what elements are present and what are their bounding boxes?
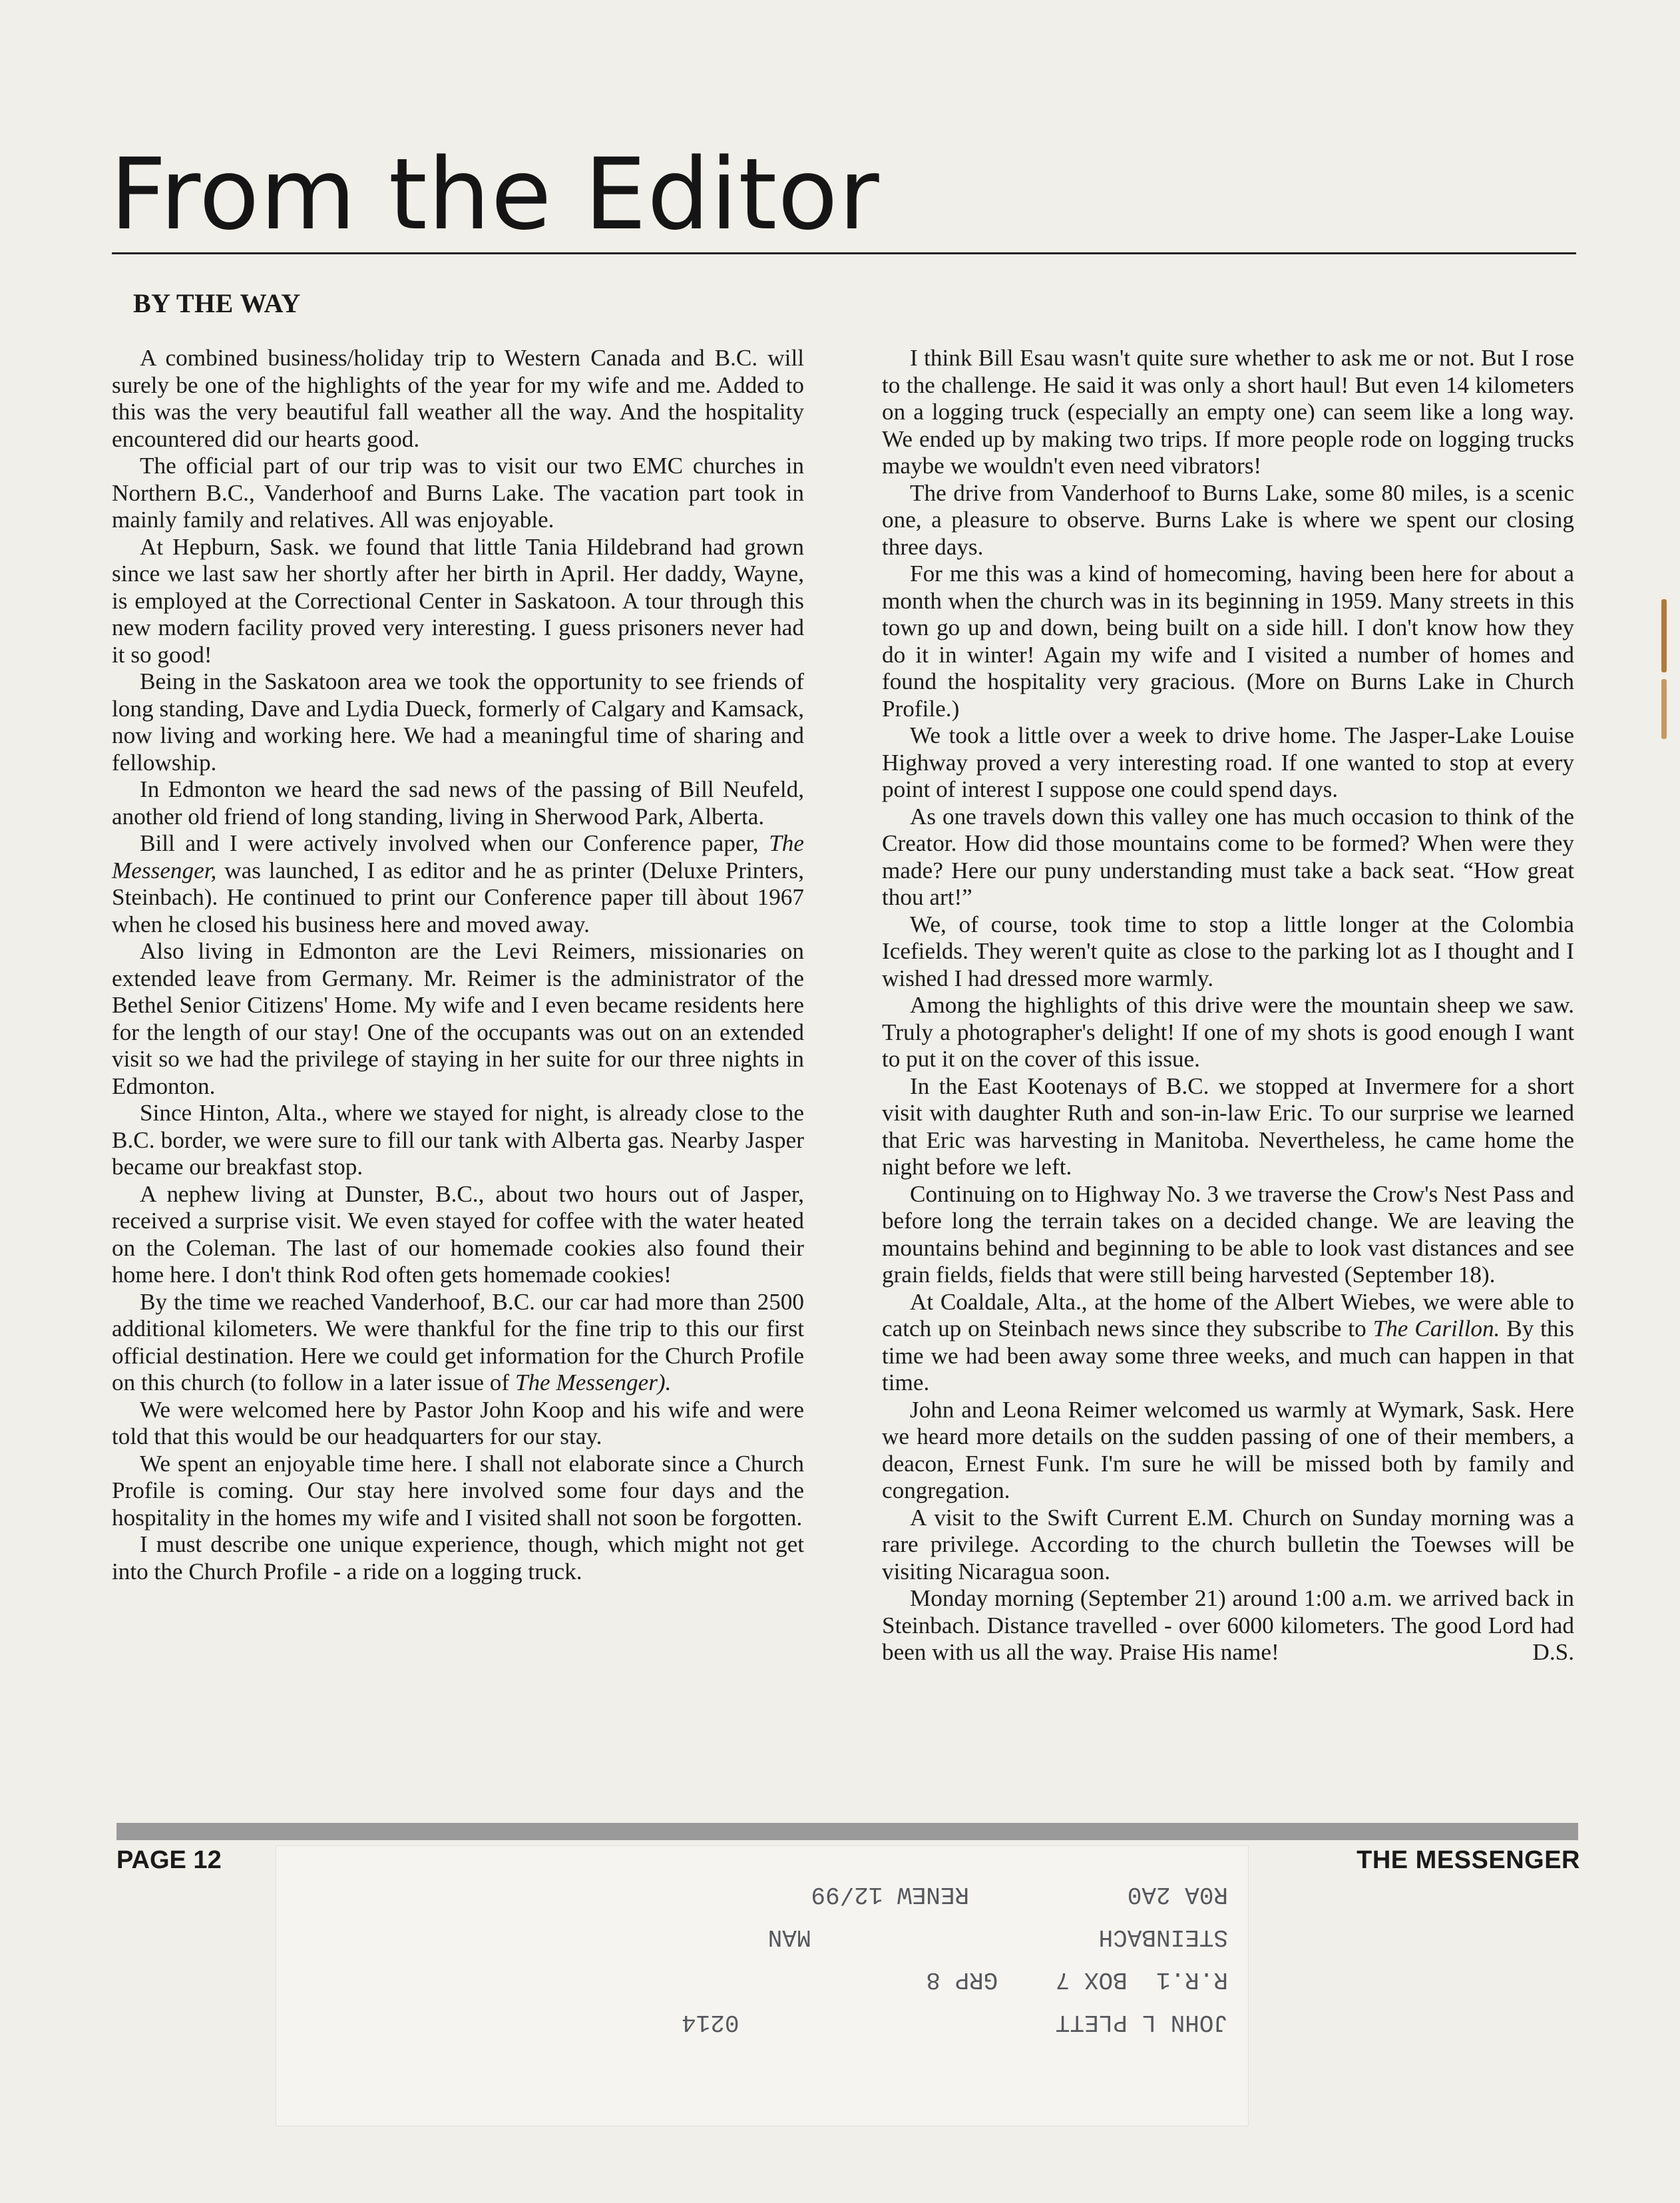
paragraph: A combined business/holiday trip to Western Canada and B.C. will surely be one of the highlights of the year for my wife and me. Added to this was the very beautiful fall weather all the way. And the hospitality encountered did our hearts good. (112, 345, 804, 452)
paragraph: Among the highlights of this drive were the mountain sheep we saw. Truly a photographer's delight! If one of my shots is good enough I want to put it on the cover of this issue. (882, 992, 1574, 1072)
text-run: By this time we had been away some three weeks, and much can happen in that time. (882, 1316, 1574, 1395)
margin-stain (1661, 599, 1667, 672)
paragraph: Being in the Saskatoon area we took the opportunity to see friends of long standing, Dave and Lydia Dueck, formerly of Calgary and Kamsack, now living and working here. We had a meaningful time of sharing and fellowship. (112, 668, 804, 776)
section-heading: BY THE WAY (133, 288, 301, 318)
paragraph: At Hepburn, Sask. we found that little Tania Hildebrand had grown since we last saw her shortly after her birth in April. Her daddy, Wayne, is employed at the Correctional Center in Saskatoon. A tour through this new modern facility proved very interesting. I guess prisoners never had it so good! (112, 533, 804, 668)
magazine-name: THE MESSENGER (1357, 1846, 1580, 1874)
paragraph: Also living in Edmonton are the Levi Reimers, missionaries on extended leave from Germany. Mr. Reimer is the administrator of the Bethel Senior Citizens' Home. My wife and I even became residents here for the length of our stay! One of the occupants was out on an extended visit so we had the privilege of staying in her suite for our three nights in Edmonton. (112, 938, 804, 1099)
paragraph: We spent an enjoyable time here. I shall not elaborate since a Church Profile is coming. Our stay here involved some four days and the hospitality in the homes my wife and I visited shall not soon be forgotten. (112, 1450, 804, 1531)
label-line: R0A 2A0 RENEW 12/99 (811, 1881, 1228, 1908)
paragraph (882, 1289, 1574, 1397)
paragraph: Since Hinton, Alta., where we stayed for night, is already close to the B.C. border, we were sure to fill our tank with Alberta gas. Nearby Jasper became our breakfast stop. (112, 1100, 804, 1180)
publication-title: The Carillon. (1372, 1316, 1500, 1342)
paragraph: A nephew living at Dunster, B.C., about two hours out of Jasper, received a surprise visit. We even stayed for coffee with the water heated on the Coleman. The last of our homemade cookies also found their home here. I don't think Rod often gets homemade cookies! (112, 1180, 804, 1288)
paragraph: I think Bill Esau wasn't quite sure whether to ask me or not. But I rose to the challenge. He said it was only a short haul! But even 14 kilometers on a logging truck (especially an empty one) can seem like a long way. We ended up by making two trips. If more people rode on logging trucks maybe we wouldn't even need vibrators! (882, 345, 1574, 479)
page-number: PAGE 12 (116, 1846, 222, 1874)
paragraph: I must describe one unique experience, though, which might not get into the Church Profile - a ride on a logging truck. (112, 1531, 804, 1585)
paragraph: We were welcomed here by Pastor John Koop and his wife and were told that this would be our headquarters for our stay. (112, 1396, 804, 1449)
publication-title: The Messenger). (515, 1369, 672, 1395)
paragraph: A visit to the Swift Current E.M. Church on Sunday morning was a rare privilege. According to the church bulletin the Toewses will be visiting Nicaragua soon. (882, 1504, 1574, 1585)
text-run: Bill and I were actively involved when our Conference paper, (140, 830, 769, 856)
author-signature: D.S. (1532, 1639, 1574, 1665)
paragraph: As one travels down this valley one has much occasion to think of the Creator. How did those mountains come to be formed? When were they made? Here our puny understanding must take a back seat. “How great thou art!” (882, 803, 1574, 910)
title-rule (112, 252, 1576, 254)
paragraph: For me this was a kind of homecoming, having been here for about a month when the church was in its beginning in 1959. Many streets in this town go up and down, being built on a side hill. I don't know how they do it in winter! Again my wife and I visited a number of homes and found the hospitality very gracious. (More on Burns Lake in Church Profile.) (882, 561, 1574, 722)
label-line: STEINBACH MAN (767, 1923, 1228, 1951)
paragraph: We, of course, took time to stop a little longer at the Colombia Icefields. They weren't quite as close to the parking lot as I thought and I wished I had dressed more warmly. (882, 911, 1574, 991)
page-title: From the Editor (110, 137, 880, 252)
paragraph: The drive from Vanderhoof to Burns Lake, some 80 miles, is a scenic one, a pleasure to observe. Burns Lake is where we spent our closing three days. (882, 479, 1574, 560)
margin-stain (1661, 679, 1667, 739)
footer-bar (116, 1823, 1578, 1840)
article-column-left (112, 345, 804, 1585)
mailing-label (276, 1845, 1249, 2126)
paragraph (112, 1289, 804, 1397)
label-line: JOHN L PLETT 0214 (682, 2009, 1228, 2036)
paragraph: The official part of our trip was to visit our two EMC churches in Northern B.C., Vanderhoof and Burns Lake. The vacation part took in mainly family and relatives. All was enjoyable. (112, 453, 804, 533)
publication-title: The Messenger, (112, 830, 804, 883)
mailing-label-text (296, 1873, 1228, 2043)
text-run: was launched, I as editor and he as printer (Deluxe Printers, Steinbach). He continued to print our Conference paper till àbout 1967 when he closed his business here and moved away. (112, 857, 804, 937)
paragraph: John and Leona Reimer welcomed us warmly at Wymark, Sask. Here we heard more details on the sudden passing of one of their members, a deacon, Ernest Funk. I'm sure he will be missed both by family and congregation. (882, 1396, 1574, 1503)
paragraph: Continuing on to Highway No. 3 we traverse the Crow's Nest Pass and before long the terrain takes on a decided change. We are leaving the mountains behind and beginning to be able to look vast distances and see grain fields, fields that were still being harvested (September 18). (882, 1180, 1574, 1288)
text-run: By the time we reached Vanderhoof, B.C. our car had more than 2500 additional kilometers. We were thankful for the fine trip to this our first official destination. Here we could get information for the Church Profile on this church (to follow in a later issue of (112, 1288, 804, 1395)
paragraph: Monday morning (September 21) around 1:00 a.m. we arrived back in Steinbach. Distance travelled - over 6000 kilometers. The good Lord had been with us all the way. Praise His name! (882, 1585, 1574, 1665)
paragraph (112, 830, 804, 938)
paragraph: In the East Kootenays of B.C. we stopped at Invermere for a short visit with daughter Ruth and son-in-law Eric. To our surprise we learned that Eric was harvesting in Manitoba. Nevertheless, he came home the night before we left. (882, 1073, 1574, 1180)
paragraph: In Edmonton we heard the sad news of the passing of Bill Neufeld, another old friend of long standing, living in Sherwood Park, Alberta. (112, 776, 804, 830)
text-run: At Coaldale, Alta., at the home of the Albert Wiebes, we were able to catch up on Steinbach news since they subscribe to (882, 1288, 1574, 1342)
paragraph: We took a little over a week to drive home. The Jasper-Lake Louise Highway proved a very interesting road. If one wanted to stop at every point of interest I suppose one could spend days. (882, 722, 1574, 802)
article-column-right (882, 345, 1574, 1666)
label-line: R.R.1 BOX 7 GRP 8 (926, 1966, 1228, 1993)
